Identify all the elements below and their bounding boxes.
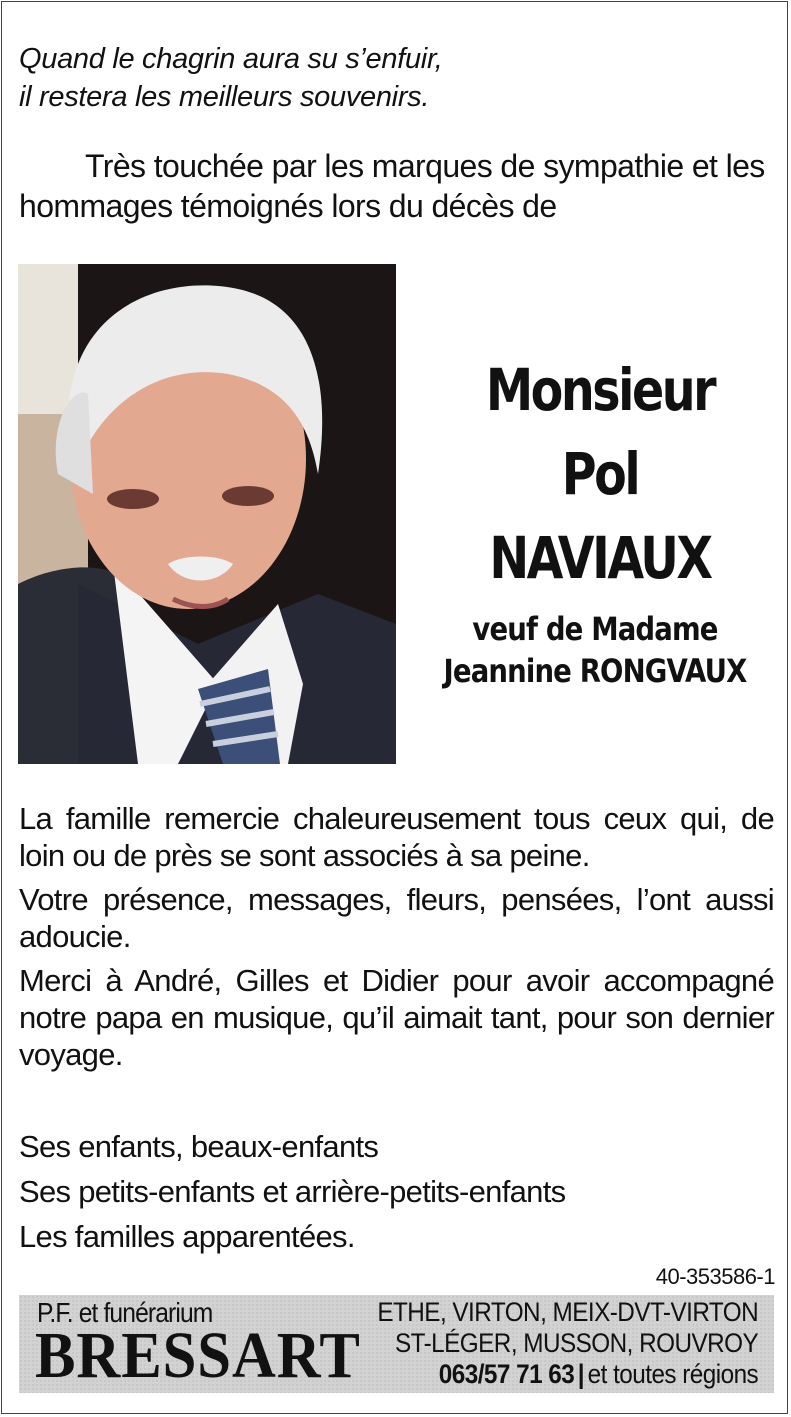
funeral-home-logo: BRESSART [35, 1319, 361, 1392]
quote-line-1: Quand le chagrin aura su s’enfuir, [19, 43, 443, 75]
signatory-line: Les familles apparentées. [19, 1219, 355, 1254]
contact-line [377, 1359, 758, 1390]
intro-paragraph [19, 146, 775, 226]
phone-number: 063/57 71 63 [438, 1359, 575, 1389]
signatory-line: Ses petits-enfants et arrière-petits-enfants [19, 1174, 566, 1209]
deceased-name-block [410, 348, 790, 600]
widow-line-1: veuf de Madame [472, 610, 718, 648]
portrait-photo [18, 264, 396, 764]
signatory-line: Ses enfants, beaux-enfants [19, 1129, 379, 1164]
thanks-paragraph-1: La famille remercie chaleureusement tous ceux qui, de loin ou de près se sont associés à sa peine. [19, 801, 774, 873]
quote-line-2: il restera les meilleurs souvenirs. [19, 81, 430, 113]
epigraph-quote [19, 40, 442, 116]
thanks-section [19, 800, 774, 1080]
intro-text: Très touchée par les marques de sympathie et les hommages témoignés lors du décès de [19, 148, 765, 224]
regions-text: et toutes régions [587, 1359, 758, 1389]
deceased-title: Monsieur [485, 356, 715, 424]
widow-line-2: Jeannine RONGVAUX [443, 652, 747, 690]
widower-line [410, 608, 780, 692]
thanks-paragraph-2: Votre présence, messages, fleurs, pensées, l’ont aussi adoucie. [19, 882, 774, 954]
funeral-home-prefix: P.F. et funérarium [37, 1297, 213, 1328]
reference-number: 40-353586-1 [655, 1264, 775, 1289]
funeral-home-address [335, 1297, 758, 1390]
locations-line-1: ETHE, VIRTON, MEIX-DVT-VIRTON [377, 1297, 758, 1327]
separator: | [577, 1359, 584, 1389]
thanks-paragraph-3: Merci à André, Gilles et Didier pour avoir accompagné notre papa en musique, qu’il aimait tant, pour son dernier voyage. [19, 963, 774, 1072]
funeral-home-banner [19, 1295, 774, 1393]
signatories-list [19, 1124, 565, 1259]
locations-line-2: ST-LÉGER, MUSSON, ROUVROY [394, 1328, 758, 1358]
deceased-first-name: Pol [561, 440, 639, 508]
deceased-last-name: NAVIAUX [489, 524, 711, 592]
